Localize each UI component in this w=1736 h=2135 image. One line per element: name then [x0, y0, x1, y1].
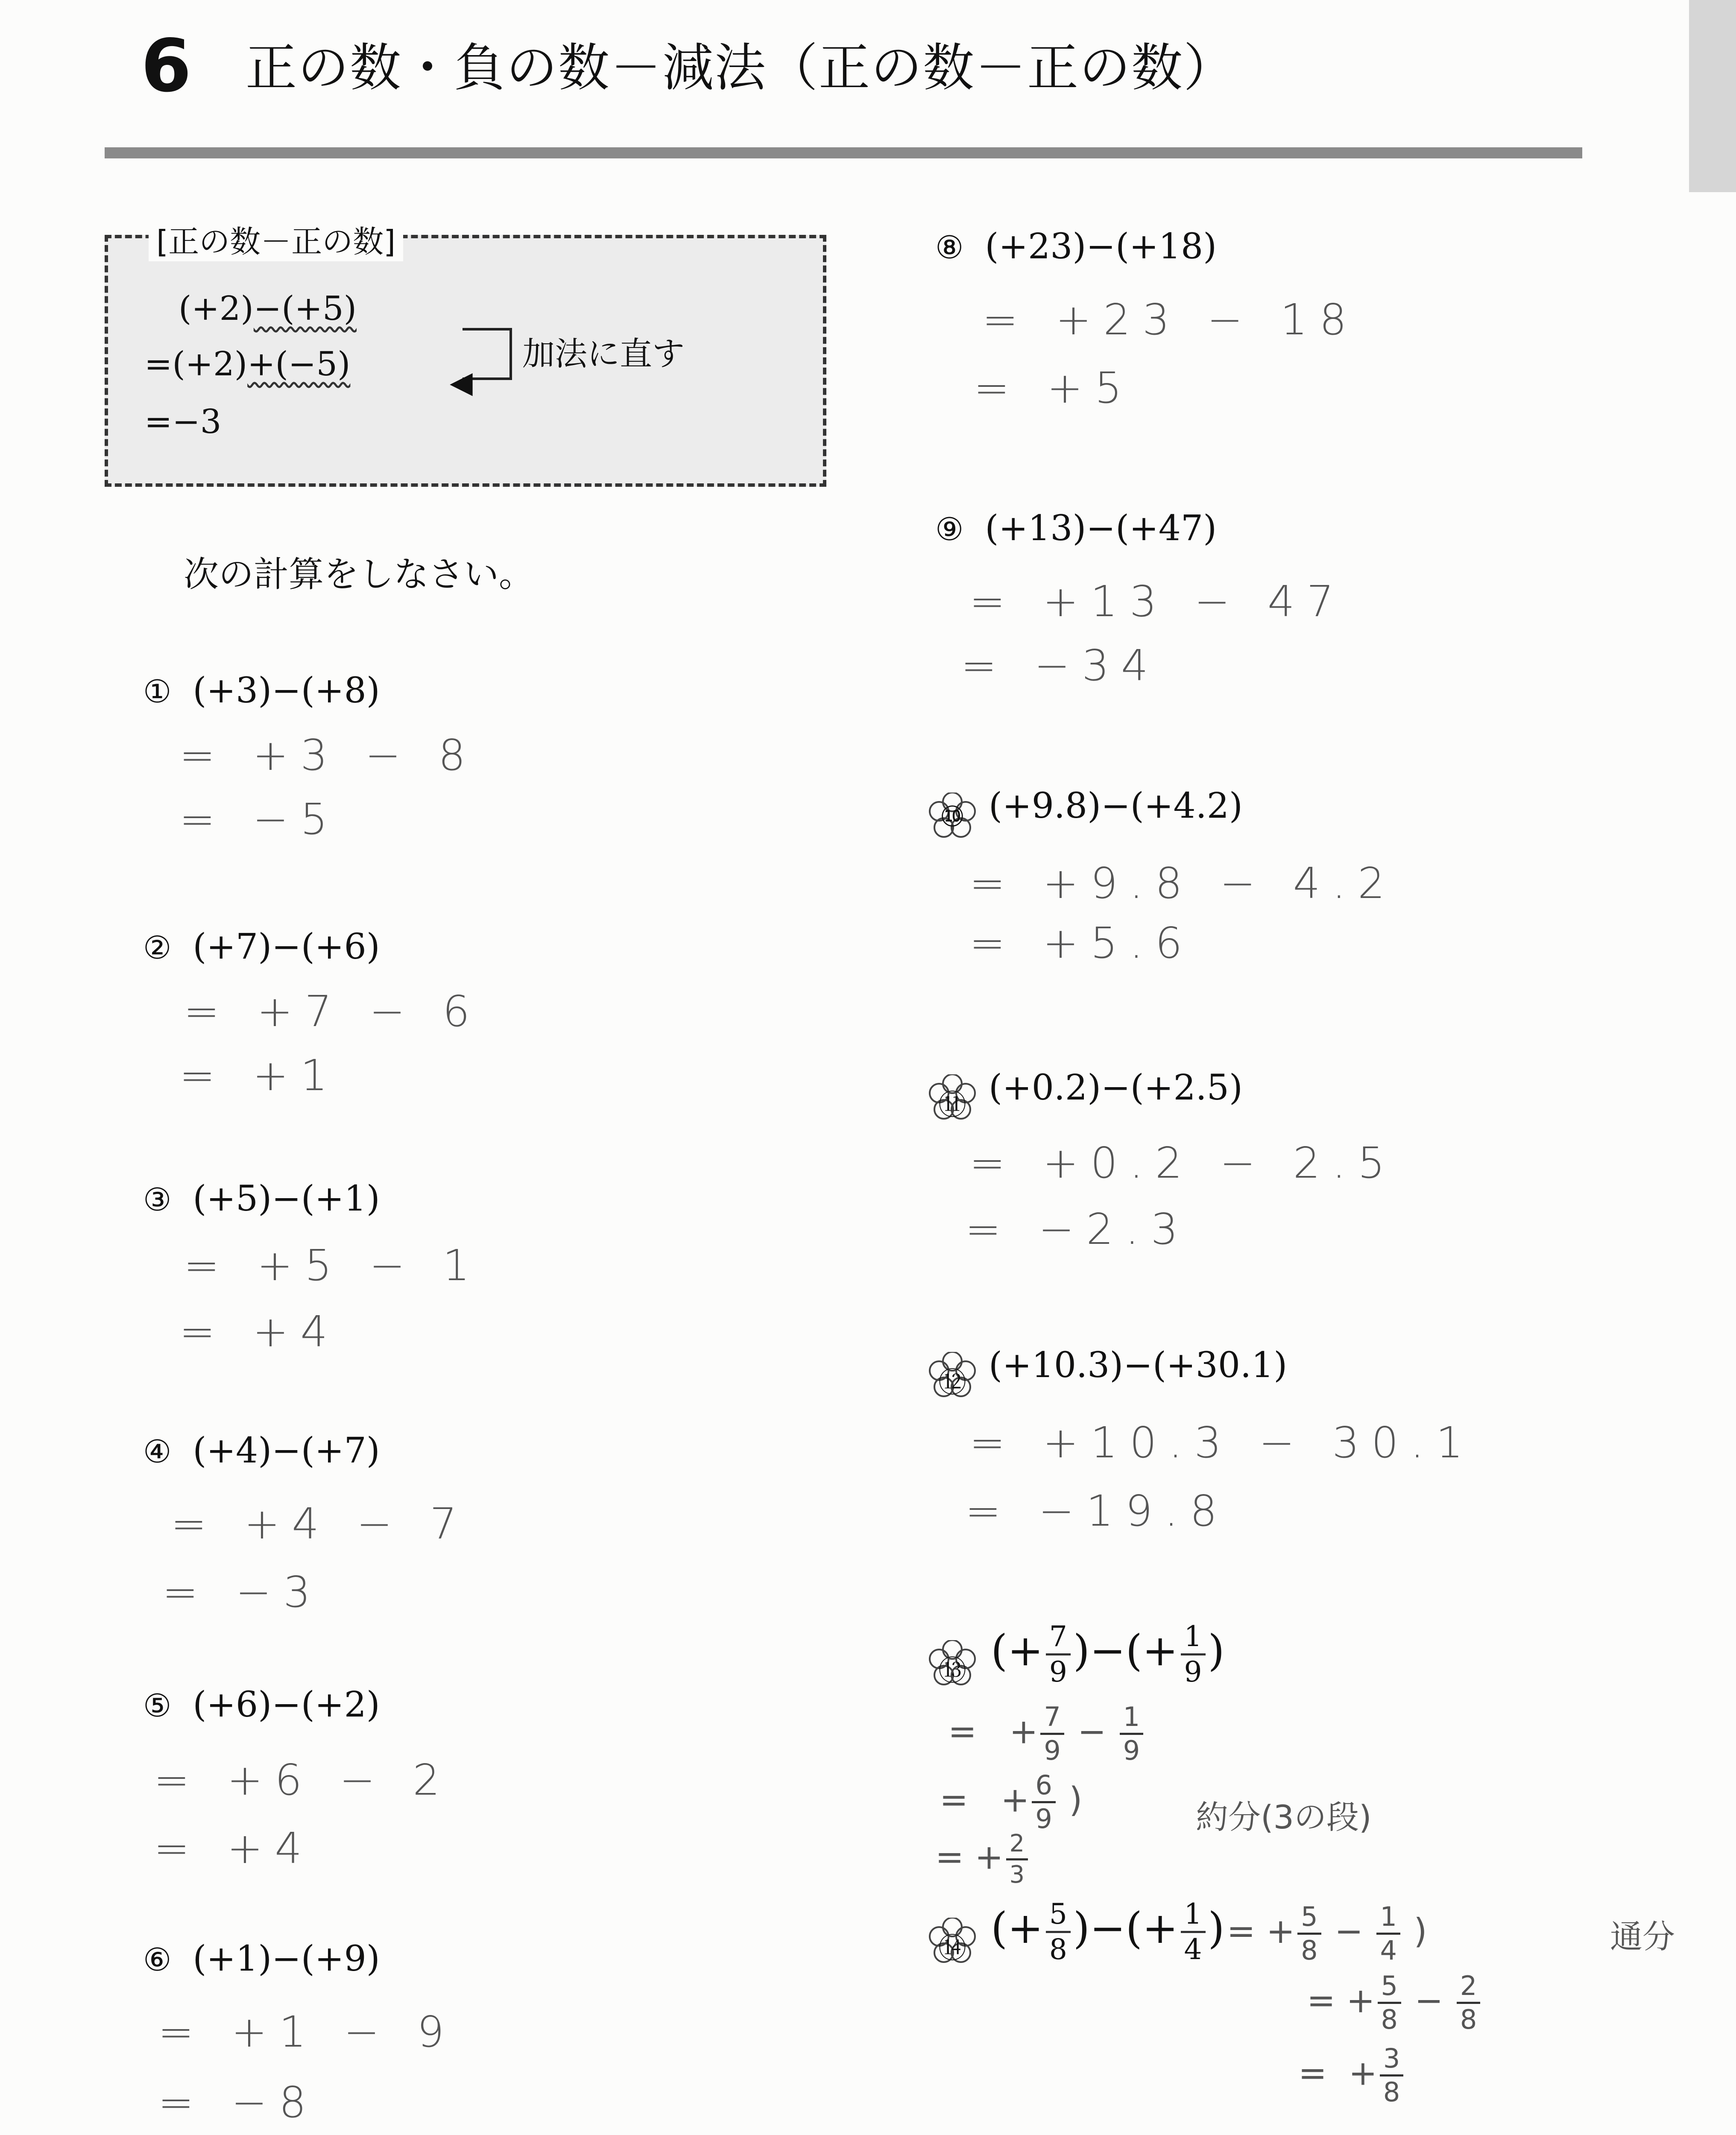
- work-line: = +4: [154, 1823, 314, 1873]
- problem-8: [935, 226, 1661, 267]
- work-line: = −34: [961, 640, 1160, 690]
- example-line-3: =−3: [144, 403, 222, 441]
- problem-13: [929, 1620, 1655, 1688]
- problem-1: [143, 670, 869, 711]
- problem-10: [929, 786, 1655, 839]
- title-rule: [105, 147, 1582, 158]
- problem-expression: (+7)−(+6): [193, 927, 380, 967]
- work-line: = −3: [162, 1567, 322, 1617]
- work-line: = +6 − 2: [154, 1755, 452, 1805]
- page-edge-tab: [1689, 0, 1736, 192]
- problem-expression: (+4)−(+7): [193, 1430, 380, 1471]
- work-line: = −2.3: [965, 1204, 1190, 1254]
- flower-mark-icon: ⑬: [929, 1640, 976, 1687]
- work-line: = +3 − 8: [179, 730, 477, 780]
- problem-number: ⑤: [143, 1688, 172, 1724]
- problem-expression: (+0.2)−(+2.5): [989, 1068, 1243, 1108]
- page-title: 正の数・負の数－減法（正の数－正の数）: [246, 38, 1235, 98]
- problem-6: [143, 1939, 869, 1979]
- work-line: = +5: [974, 363, 1134, 413]
- problem-expression: (+10.3)−(+30.1): [989, 1345, 1288, 1386]
- flower-mark-icon: ⑫: [929, 1352, 976, 1399]
- flower-mark-icon: ⑭: [929, 1918, 976, 1965]
- work-line: = + $\frac{3}{8}$: [1298, 2045, 1406, 2106]
- work-line: = −19.8: [965, 1486, 1230, 1536]
- problem-number: ③: [143, 1182, 172, 1218]
- work-line: = +7 − 6: [184, 986, 482, 1036]
- instruction: 次の計算をしなさい。: [184, 554, 534, 595]
- problem-number: ⑧: [935, 229, 964, 266]
- work-line: = +5 − 1: [184, 1240, 482, 1290]
- flower-mark-icon: ⑪: [929, 1074, 976, 1121]
- work-line: = +23 − 18: [982, 295, 1359, 345]
- problem-expression: (+3)−(+8): [193, 670, 380, 711]
- work-line: = +13 − 47: [969, 576, 1346, 626]
- example-note: 加法に直す: [522, 335, 685, 373]
- work-line: = + $\frac{2}{3}$: [935, 1832, 1030, 1887]
- example-label: [正の数－正の数]: [149, 217, 403, 261]
- problem-number: ④: [143, 1433, 172, 1470]
- example-box: [105, 224, 826, 487]
- work-line: = −5: [179, 794, 340, 844]
- work-line: = −8: [158, 2077, 318, 2127]
- work-line: = +1 − 9: [158, 2007, 456, 2057]
- work-line: = +9.8 − 4.2: [969, 858, 1397, 908]
- problem-expression: (+9.8)−(+4.2): [989, 786, 1243, 826]
- problem-12: [929, 1345, 1655, 1399]
- problem-4: [143, 1430, 869, 1471]
- problem-expression: (+ $\frac{5}{8}$ )−(+ $\frac{1}{4}$ ): [991, 1898, 1225, 1966]
- work-line: = + $\frac{7}{9}$ − $\frac{1}{9}$: [948, 1704, 1146, 1764]
- work-line: = + $\frac{6}{9}$ ): [940, 1769, 1083, 1834]
- work-line: = +1: [179, 1050, 340, 1100]
- flower-mark-icon: ⑩: [929, 793, 976, 839]
- work-line: = +4: [179, 1307, 340, 1357]
- problem-expression: (+1)−(+9): [193, 1939, 380, 1979]
- problem-expression: (+5)−(+1): [193, 1179, 380, 1219]
- problem-expression: (+ $\frac{7}{9}$ )−(+ $\frac{1}{9}$ ): [991, 1620, 1225, 1688]
- problem-11: [929, 1068, 1655, 1121]
- problem-9: [935, 508, 1661, 549]
- note-reduce: 約分(3の段): [1196, 1798, 1372, 1836]
- problem-5: [143, 1685, 869, 1725]
- work-line: = +0.2 − 2.5: [969, 1138, 1397, 1188]
- problem-expression: (+13)−(+47): [985, 508, 1217, 549]
- work-line: = +10.3 − 30.1: [969, 1418, 1475, 1468]
- problem-3: [143, 1179, 869, 1219]
- work-line: = +5.6: [969, 918, 1194, 968]
- example-line-1: (+2)−(+5): [179, 290, 357, 328]
- note-common-denominator: 通分: [1610, 1918, 1675, 1956]
- work-line: = + $\frac{5}{8}$ − $\frac{2}{8}$: [1307, 1973, 1483, 2033]
- problem-14: ⑭ (+ $\frac{5}{8}$ )−(+ $\frac{1}{4}$ ) = + $\frac{5}{8}$ − $\frac{1}{4}$ ): [929, 1900, 1698, 1965]
- section-number: 6: [141, 24, 192, 108]
- problem-expression: (+23)−(+18): [985, 226, 1217, 267]
- work-line: = +4 − 7: [171, 1499, 469, 1549]
- example-line-2: =(+2)+(−5): [144, 345, 351, 383]
- problem-number: ②: [143, 930, 172, 966]
- problem-expression: (+6)−(+2): [193, 1685, 380, 1725]
- problem-number: ⑥: [143, 1942, 172, 1978]
- arrow-left-icon: ◀: [450, 365, 473, 400]
- problem-number: ①: [143, 673, 172, 710]
- problem-number: ⑨: [935, 511, 964, 548]
- problem-2: [143, 927, 869, 967]
